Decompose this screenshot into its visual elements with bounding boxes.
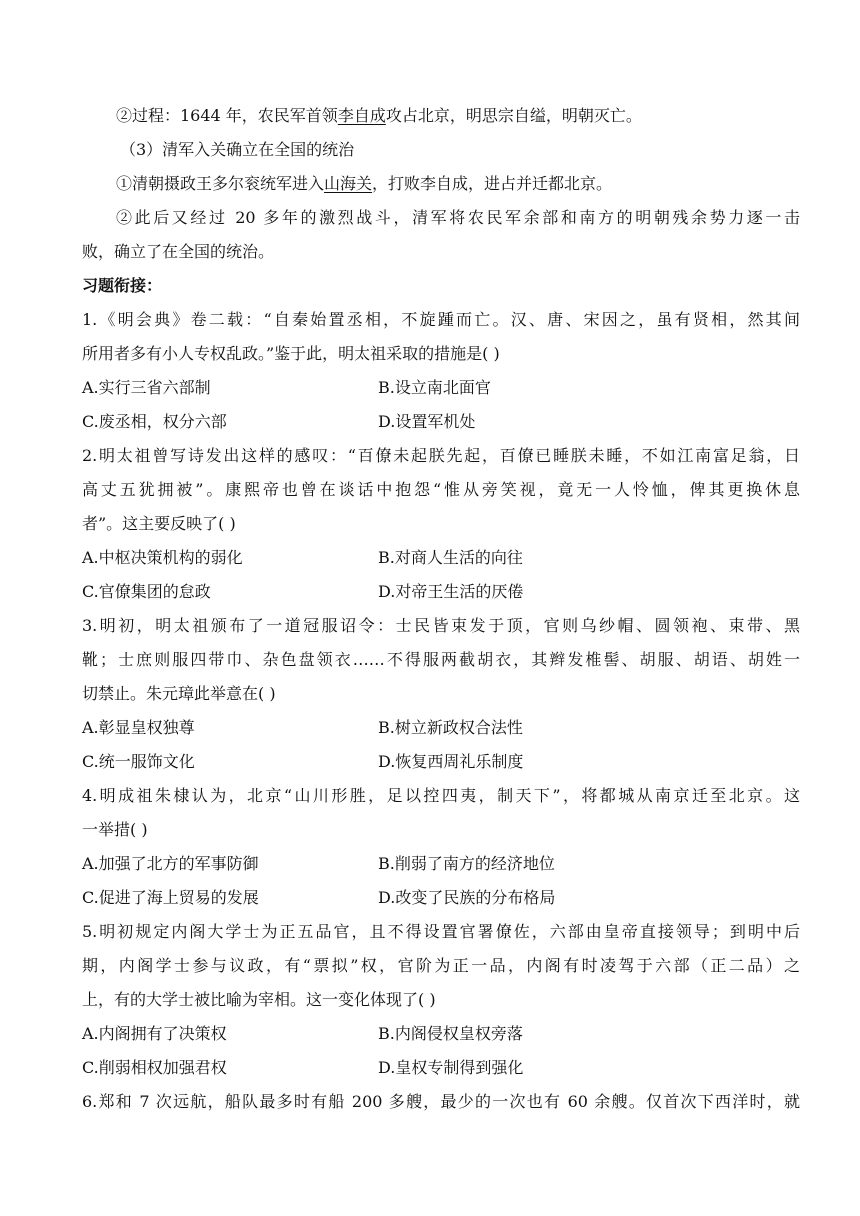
question-3-line-3: 切禁止。朱元璋此举意在( ) xyxy=(82,684,276,703)
option-d[interactable]: D.对帝王生活的厌倦 xyxy=(378,582,524,601)
process-text-suffix: 攻占北京，明思宗自缢，明朝灭亡。 xyxy=(385,106,642,125)
option-d[interactable]: D.恢复西周礼乐制度 xyxy=(378,752,524,771)
question-4-options-row-1 xyxy=(82,847,800,881)
option-d[interactable]: D.皇权专制得到强化 xyxy=(378,1058,524,1077)
qing-item-2-line-2: 败，确立了在全国的统治。 xyxy=(82,242,275,261)
question-5-line-2: 期，内阁学士参与议政，有“票拟”权，官阶为正一品，内阁有时凌驾于六部（正二品）之 xyxy=(82,956,800,975)
section-heading-qing-rule: （3）清军入关确立在全国的统治 xyxy=(120,140,355,159)
question-1-options-row-1 xyxy=(82,371,800,405)
question-3-options-row-1 xyxy=(82,711,800,745)
place-name-underlined: 山海关 xyxy=(324,174,373,193)
option-a[interactable]: A.加强了北方的军事防御 xyxy=(82,854,259,873)
qing-item-2-line-1: ②此后又经过 20 多年的激烈战斗，清军将农民军余部和南方的明朝残余势力逐一击 xyxy=(116,208,800,227)
option-a[interactable]: A.实行三省六部制 xyxy=(82,378,211,397)
option-b[interactable]: B.内阁侵权皇权旁落 xyxy=(378,1024,523,1043)
question-3-line-1: 3.明初，明太祖颁布了一道冠服诏令：士民皆束发于顶，官则乌纱帽、圆领袍、束带、黑 xyxy=(82,616,800,635)
process-paragraph xyxy=(116,99,800,133)
process-text-prefix: ②过程：1644 年，农民军首领 xyxy=(116,106,338,125)
option-c[interactable]: C.促进了海上贸易的发展 xyxy=(82,888,259,907)
option-c[interactable]: C.废丞相，权分六部 xyxy=(82,412,227,431)
option-c[interactable]: C.官僚集团的怠政 xyxy=(82,582,211,601)
option-c[interactable]: C.削弱相权加强君权 xyxy=(82,1058,227,1077)
question-5-line-3: 上，有的大学士被比喻为宰相。这一变化体现了( ) xyxy=(82,990,436,1009)
question-6-line-1: 6.郑和 7 次远航，船队最多时有船 200 多艘，最少的一次也有 60 余艘。仅首次下西洋时，就 xyxy=(82,1092,800,1111)
question-5-line-1: 5.明初规定内阁大学士为正五品官，且不得设置官署僚佐，六部由皇帝直接领导；到明中后 xyxy=(82,922,800,941)
question-3-options-row-2 xyxy=(82,745,800,779)
question-1-options-row-2 xyxy=(82,405,800,439)
option-a[interactable]: A.内阁拥有了决策权 xyxy=(82,1024,227,1043)
option-c[interactable]: C.统一服饰文化 xyxy=(82,752,195,771)
option-a[interactable]: A.中枢决策机构的弱化 xyxy=(82,548,243,567)
qing-item-1-suffix: ，打败李自成，进占并迁都北京。 xyxy=(372,174,613,193)
question-5-options-row-1 xyxy=(82,1017,800,1051)
question-2-options-row-1 xyxy=(82,541,800,575)
option-b[interactable]: B.设立南北面官 xyxy=(378,378,491,397)
question-2-line-3: 者”。这主要反映了( ) xyxy=(82,514,236,533)
question-5-options-row-2 xyxy=(82,1051,800,1085)
question-2-line-1: 2.明太祖曾写诗发出这样的感叹：“百僚未起朕先起，百僚已睡朕未睡，不如江南富足翁，日 xyxy=(82,446,800,465)
option-b[interactable]: B.树立新政权合法性 xyxy=(378,718,523,737)
option-d[interactable]: D.改变了民族的分布格局 xyxy=(378,888,556,907)
option-b[interactable]: B.对商人生活的向往 xyxy=(378,548,523,567)
question-4-line-2: 一举措( ) xyxy=(82,820,148,839)
question-4-options-row-2 xyxy=(82,881,800,915)
question-2-line-2: 高丈五犹拥被”。康熙帝也曾在谈话中抱怨“惟从旁笑视，竟无一人怜恤，俾其更换休息 xyxy=(82,480,800,499)
option-d[interactable]: D.设置军机处 xyxy=(378,412,476,431)
option-a[interactable]: A.彰显皇权独尊 xyxy=(82,718,195,737)
leader-name-underlined: 李自成 xyxy=(337,106,386,125)
option-b[interactable]: B.削弱了南方的经济地位 xyxy=(378,854,555,873)
question-4-line-1: 4.明成祖朱棣认为，北京“山川形胜，足以控四夷，制天下”，将都城从南京迁至北京。这 xyxy=(82,786,800,805)
question-1-line-1: 1.《明会典》卷二载：“自秦始置丞相，不旋踵而亡。汉、唐、宋因之，虽有贤相，然其间 xyxy=(82,310,800,329)
question-3-line-2: 靴；士庶则服四带巾、杂色盘领衣……不得服两截胡衣，其辫发椎髻、胡服、胡语、胡姓一 xyxy=(82,650,800,669)
question-1-line-2: 所用者多有小人专权乱政。”鉴于此，明太祖采取的措施是( ) xyxy=(82,344,500,363)
question-2-options-row-2 xyxy=(82,575,800,609)
qing-item-1 xyxy=(116,167,800,201)
qing-item-1-prefix: ①清朝摄政王多尔衮统军进入 xyxy=(116,174,325,193)
exercises-heading: 习题衔接： xyxy=(82,276,163,295)
